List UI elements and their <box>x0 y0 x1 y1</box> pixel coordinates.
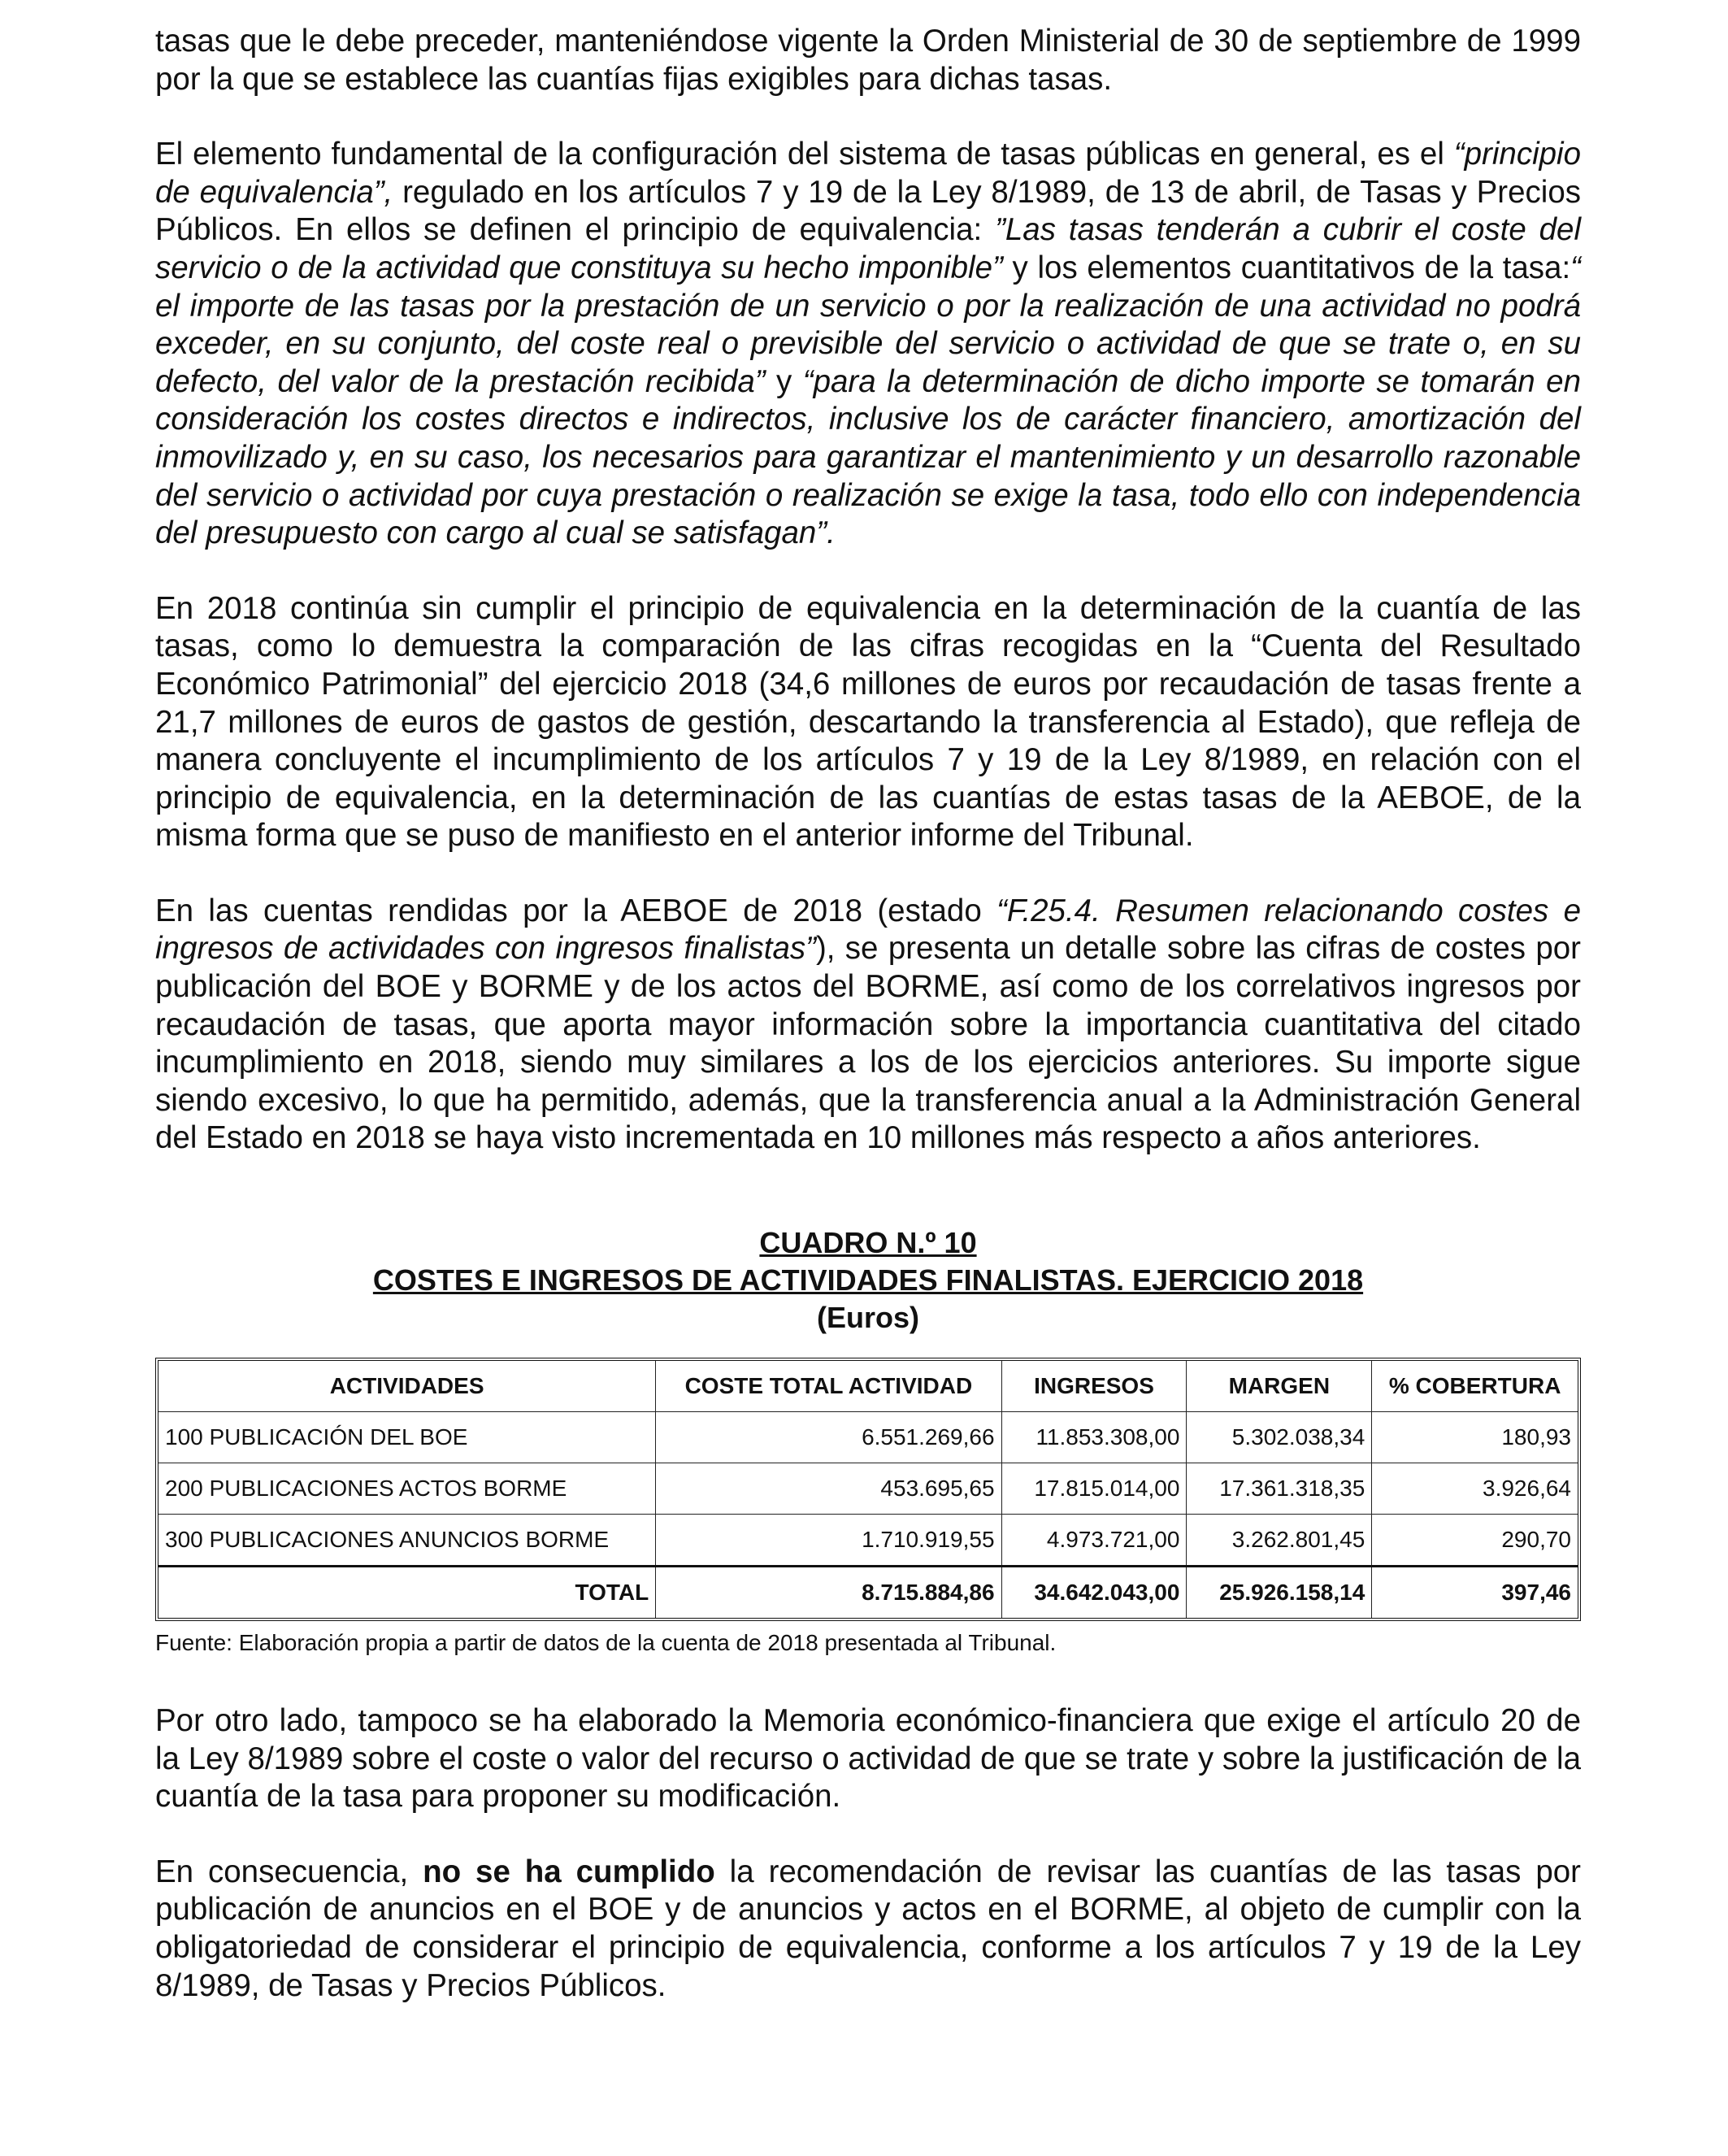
text-run: y los elementos cuantitativos de la tasa: <box>1002 250 1571 285</box>
table-row <box>158 1515 1578 1567</box>
table-frame <box>155 1358 1581 1621</box>
column-header: % COBERTURA <box>1372 1361 1578 1412</box>
table-caption <box>155 1224 1581 1337</box>
table-title: COSTES E INGRESOS DE ACTIVIDADES FINALISTAS. EJERCICIO 2018 <box>372 1263 1364 1298</box>
total-label-cell: TOTAL <box>158 1567 656 1619</box>
table-unit: (Euros) <box>817 1301 919 1335</box>
italic-quote: “ el importe de las tasas por la prestación de un servicio o por la realización de una actividad no podrá exceder, en su conjunto, del coste real o previsible del servicio o actividad de que se trate o, en su defecto, del valor de la prestación recibida” <box>155 250 1581 399</box>
paragraph-3: En 2018 continúa sin cumplir el principio de equivalencia en la determinación de la cuantía de las tasas, como lo demuestra la comparación de las cifras recogidas en la “Cuenta del Resultado Económico Patrimonial” del ejercicio 2018 (34,6 millones de euros por recaudación de tasas frente a 21,7 millones de euros de gastos de gestión, descartando la transferencia al Estado), que refleja de manera concluyente el incumplimiento de los artículos 7 y 19 de la Ley 8/1989, en relación con el principio de equivalencia, en la determinación de las cuantías de estas tasas de la AEBOE, de la misma forma que se puso de manifiesto en el anterior informe del Tribunal. <box>155 590 1581 854</box>
total-income-cell: 34.642.043,00 <box>1001 1567 1187 1619</box>
column-header: MARGEN <box>1187 1361 1372 1412</box>
total-margin-cell: 25.926.158,14 <box>1187 1567 1372 1619</box>
paragraph-1: tasas que le debe preceder, manteniéndose vigente la Orden Ministerial de 30 de septiembre de 1999 por la que se establece las cuantías fijas exigibles para dichas tasas. <box>155 24 1581 97</box>
paragraph-6-conclusion <box>155 1854 1581 2005</box>
italic-quote: “para la determinación de dicho importe se tomarán en consideración los costes directos e indirectos, inclusive los de carácter financiero, amortización del inmovilizado y, en su caso, los necesarios para garantizar el mantenimiento y un desarrollo razonable del servicio o actividad por cuya prestación o realización se exige la tasa, todo ello con independencia del presupuesto con cargo al cual se satisfagan”. <box>155 363 1581 551</box>
margin-cell: 5.302.038,34 <box>1187 1412 1372 1463</box>
table-row <box>158 1463 1578 1515</box>
italic-run: “F.25.4. Resumen relacionando costes e ingresos de actividades con ingresos finalistas” <box>155 893 1581 967</box>
text-run: En consecuencia, <box>155 1854 423 1889</box>
paragraph-5: Por otro lado, tampoco se ha elaborado la Memoria económico-financiera que exige el artículo 20 de la Ley 8/1989 sobre el coste o valor del recurso o actividad de que se trate y sobre la justificación de la cuantía de la tasa para proponer su modificación. <box>155 1703 1581 1815</box>
coverage-cell: 180,93 <box>1372 1412 1578 1463</box>
cost-cell: 1.710.919,55 <box>656 1515 1001 1567</box>
activity-cell: 200 PUBLICACIONES ACTOS BORME <box>158 1463 656 1515</box>
coverage-cell: 3.926,64 <box>1372 1463 1578 1515</box>
text-run: la recomendación de revisar las cuantías de las tasas por publicación de anuncios en el BOE y de anuncios y actos en el BORME, al objeto de cumplir con la obligatoriedad de considerar el principio de equivalencia, conforme a los artículos 7 y 19 de la Ley 8/1989, de Tasas y Precios Públicos. <box>155 1854 1581 2003</box>
cost-cell: 6.551.269,66 <box>656 1412 1001 1463</box>
text-run: regulado en los artículos 7 y 19 de la Ley 8/1989, de 13 de abril, de Tasas y Precios Públicos. En ellos se definen el principio de equivalencia: <box>155 174 1581 248</box>
total-cost-cell: 8.715.884,86 <box>656 1567 1001 1619</box>
income-cell: 4.973.721,00 <box>1001 1515 1187 1567</box>
text-run: ), se presenta un detalle sobre las cifras de costes por publicación del BOE y BORME y de los actos del BORME, así como de los correlativos ingresos por recaudación de tasas, que aporta mayor información sobre la importancia cuantitativa del citado incumplimiento en 2018, siendo muy similares a los de los ejercicios anteriores. Su importe sigue siendo excesivo, lo que ha permitido, además, que la transferencia anual a la Administración General del Estado en 2018 se haya visto incrementada en 10 millones más respecto a años anteriores. <box>155 931 1581 1156</box>
table-source-note: Fuente: Elaboración propia a partir de datos de la cuenta de 2018 presentada al Tribunal. <box>155 1630 1057 1656</box>
margin-cell: 3.262.801,45 <box>1187 1515 1372 1567</box>
activity-cell: 300 PUBLICACIONES ANUNCIOS BORME <box>158 1515 656 1567</box>
coverage-cell: 290,70 <box>1372 1515 1578 1567</box>
margin-cell: 17.361.318,35 <box>1187 1463 1372 1515</box>
text-run: El elemento fundamental de la configuración del sistema de tasas públicas en general, es el <box>155 137 1454 172</box>
table-header-row <box>158 1361 1578 1412</box>
bold-run: no se ha cumplido <box>423 1854 715 1889</box>
text-run: y <box>765 363 803 399</box>
income-cell: 11.853.308,00 <box>1001 1412 1187 1463</box>
column-header: INGRESOS <box>1001 1361 1187 1412</box>
table-number: CUADRO N.º 10 <box>759 1226 977 1260</box>
table-total-row <box>158 1567 1578 1619</box>
total-coverage-cell: 397,46 <box>1372 1567 1578 1619</box>
italic-run: “principio de equivalencia”, <box>155 137 1581 210</box>
cost-cell: 453.695,65 <box>656 1463 1001 1515</box>
income-cell: 17.815.014,00 <box>1001 1463 1187 1515</box>
italic-quote: ”Las tasas tenderán a cubrir el coste del servicio o de la actividad que constituya su hecho imponible” <box>155 212 1581 285</box>
text-run: En las cuentas rendidas por la AEBOE de 2018 (estado <box>155 893 997 928</box>
column-header: COSTE TOTAL ACTIVIDAD <box>656 1361 1001 1412</box>
activity-cell: 100 PUBLICACIÓN DEL BOE <box>158 1412 656 1463</box>
column-header: ACTIVIDADES <box>158 1361 656 1412</box>
document-page <box>155 23 1581 2005</box>
paragraph-4 <box>155 893 1581 1158</box>
paragraph-2-equivalence <box>155 136 1581 553</box>
costs-income-table <box>158 1361 1578 1618</box>
table-row <box>158 1412 1578 1463</box>
